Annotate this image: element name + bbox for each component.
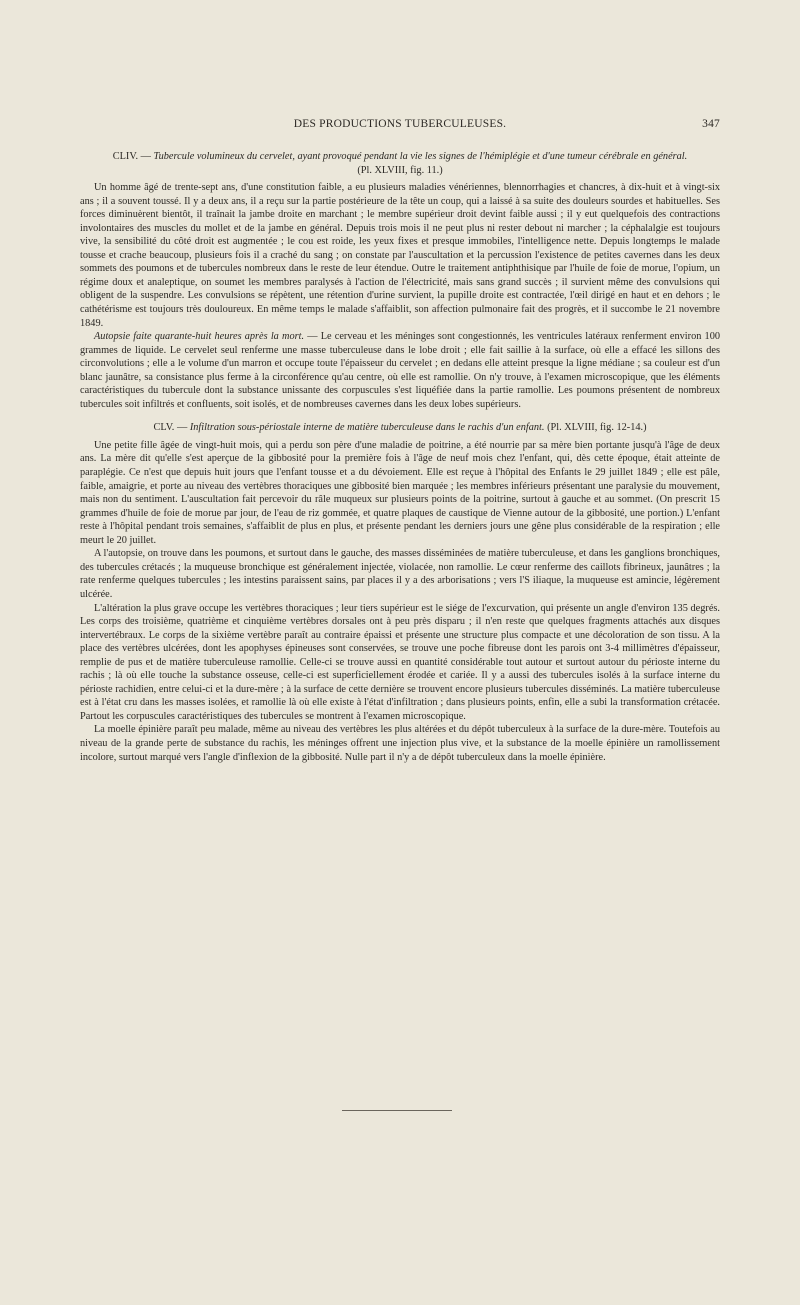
case-title: Infiltration sous-périostale interne de matière tuberculeuse dans le rachis d'un enfant. — [189, 422, 545, 434]
autopsy-text: — Le cerveau et les méninges sont congestionnés, les ventricules latéraux renferment environ 100 grammes de liquide. Le cervelet seul renferme une masse tuberculeuse dans le lobe droit ; elle fait saillie à la surface, où elle a effacé les sillons des circonvolutions ; elle a le volume d'un marron et occupe toute l'épaisseur du cervelet ; en dedans elle atteint presque la ligne médiane ; sa couleur est d'un blanc jaunâtre, sa consistance plus ferme à la circonférence qu'au centre, où elle est ramollie. On n'y trouve, à l'examen microscopique, que les éléments caractéristiques du tubercule dont la substance unissante des corpuscules s'est liquéfiée dans la partie ramollie. Les poumons présentent de nombreux tubercules soit infiltrés et confluents, soit isolés, et de nombreuses cavernes dans les deux lobes supérieurs. — [80, 331, 720, 410]
end-rule — [342, 1110, 452, 1111]
plate-reference: (Pl. XLVIII, fig. 11.) — [357, 164, 443, 176]
case-number: CLIV. — — [112, 151, 151, 162]
autopsy-label: Autopsie faite quarante-huit heures après la mort. — [94, 331, 305, 343]
case-title: Tubercule volumineux du cervelet, ayant provoqué pendant la vie les signes de l'hémiplégie et d'une tumeur cérébrale en général. — [153, 151, 688, 162]
case-number: CLV. — — [153, 422, 188, 434]
case-heading-clv — [80, 421, 720, 435]
body-text — [80, 150, 720, 764]
paragraph: Un homme âgé de trente-sept ans, d'une constitution faible, a eu plusieurs maladies vénériennes, blennorrhagies et chancres, à dix-huit et à vingt-six ans ; il a souvent toussé. Il y a deux ans, il a reçu sur la partie postérieure de la tête un coup, qui a laissé à sa suite des douleurs sourdes et habituelles. Ses forces diminuèrent bientôt, il traînait la jambe droite en marchant ; le membre supérieur droit devint faible aussi ; il y eut quelquefois des contractions involontaires des muscles du mollet et de la jambe en général. Depuis trois mois il ne peut plus ni rester debout ni marcher ; la céphalalgie est toujours vive, la sensibilité du côté droit est augmentée ; le cou est roide, les yeux fixes et presque immobiles, l'intelligence nette. Depuis longtemps le malade tousse et crache beaucoup, plusieurs fois il a craché du sang ; on constate par l'auscultation et la percussion l'existence de petites cavernes dans les deux sommets des poumons et de tubercules nombreux dans le reste de leur étendue. Outre le traitement antiphthisique par l'huile de foie de morue, l'opium, un régime doux et analeptique, on soumet les membres paralysés à l'action de l'électricité, mais sans grand succès ; il survient même des convulsions qui obligent de la suspendre. Les convulsions se répètent, une rétention d'urine survient, la pupille droite est contractée, l'œil dirigé en haut et en dehors ; le cathétérisme est toujours très douloureux. En même temps le malade s'affaiblit, son affection pulmonaire fait des progrès, et il succombe le 21 novembre 1849. — [80, 182, 720, 329]
paragraph: Une petite fille âgée de vingt-huit mois, qui a perdu son père d'une maladie de poitrine, a été nourrie par sa mère bien portante jusqu'à l'âge de deux ans. La mère dit qu'elle s'est aperçue de la gibbosité pour la première fois à l'âge de neuf mois chez l'enfant, qui, dès cette époque, était atteinte de paraplégie. Ce n'est que depuis huit jours que l'enfant tousse et a du dévoiement. Elle est reçue à l'hôpital des Enfants le 29 juillet 1849 ; elle est pâle, faible, amaigrie, et porte au niveau des vertèbres thoraciques une gibbosité bien marquée ; les membres inférieurs présentant une paralysie du mouvement, mais non du sentiment. L'auscultation fait percevoir du râle muqueux sur plusieurs points de la poitrine, surtout à gauche et au sommet. (On prescrit 15 grammes d'huile de foie de morue par jour, de l'eau de riz gommée, et quatre plaques de caustique de Vienne autour de la gibbosité, une portion.) L'enfant reste à l'hôpital pendant trois semaines, s'affaiblit de plus en plus, et présente pendant les derniers jours une gêne plus considérable de la respiration ; elle meurt le 20 juillet. — [80, 439, 720, 546]
paragraph — [80, 330, 720, 411]
page-number: 347 — [702, 118, 720, 130]
plate-reference: (Pl. XLVIII, fig. 12-14.) — [547, 422, 647, 434]
paragraph: A l'autopsie, on trouve dans les poumons, et surtout dans le gauche, des masses disséminées de matière tuberculeuse, et dans les ganglions bronchiques, des tubercules crétacés ; la muqueuse bronchique est généralement injectée, violacée, non ramollie. Le cœur renferme des caillots fibrineux, jaunâtres ; la rate renferme quelques tubercules ; les intestins paraissent sains, par places il y a des arborisations ; vers l'S iliaque, la muqueuse est amincie, légèrement ulcérée. — [80, 548, 720, 600]
case-heading-cliv — [80, 150, 720, 177]
running-title: DES PRODUCTIONS TUBERCULEUSES. — [293, 118, 507, 130]
page-header — [80, 118, 720, 136]
paragraph: La moelle épinière paraît peu malade, même au niveau des vertèbres les plus altérées et du dépôt tuberculeux à la surface de la dure-mère. Toutefois au niveau de la grande perte de substance du rachis, les méninges offrent une injection plus vive, et la substance de la moelle épinière un ramollissement incolore, surtout marqué vers l'angle d'inflexion de la gibbosité. Nulle part il n'y a de dépôt tuberculeux dans la moelle épinière. — [80, 724, 720, 763]
paragraph: L'altération la plus grave occupe les vertèbres thoraciques ; leur tiers supérieur est le siége de l'excurvation, qui présente un angle d'environ 135 degrés. Les corps des troisième, quatrième et cinquième vertèbres dorsales ont à peu près disparu ; il n'en reste que quelques fragments attachés aux disques intervertébraux. Le corps de la sixième vertèbre paraît au contraire épaissi et présente une structure plus compacte et une décoloration de son tissu. A la place des vertèbres ulcérées, dont les apophyses épineuses sont conservées, se trouve une poche fibreuse dont les parois ont 3-4 millimètres d'épaisseur, remplie de pus et de matière tuberculeuse ramollie. Celle-ci se trouve aussi en quantité considérable tout autour et surtout autour du périoste interne du rachis ; là où elle touche la substance osseuse, celle-ci est superficiellement érodée et cariée. Il y a aussi des tubercules isolés à la surface interne du périoste rachidien, entre celui-ci et la dure-mère ; à la surface de cette dernière se trouvent encore plusieurs tubercules disséminés. La matière tuberculeuse est à l'état cru dans les masses isolées, et ramollie là où elle existe à l'état d'infiltration ; dans plusieurs points, enfin, elle a subi la transformation crétacée. Partout les corpuscules caractéristiques des tubercules se montrent à l'examen microscopique. — [80, 602, 720, 722]
